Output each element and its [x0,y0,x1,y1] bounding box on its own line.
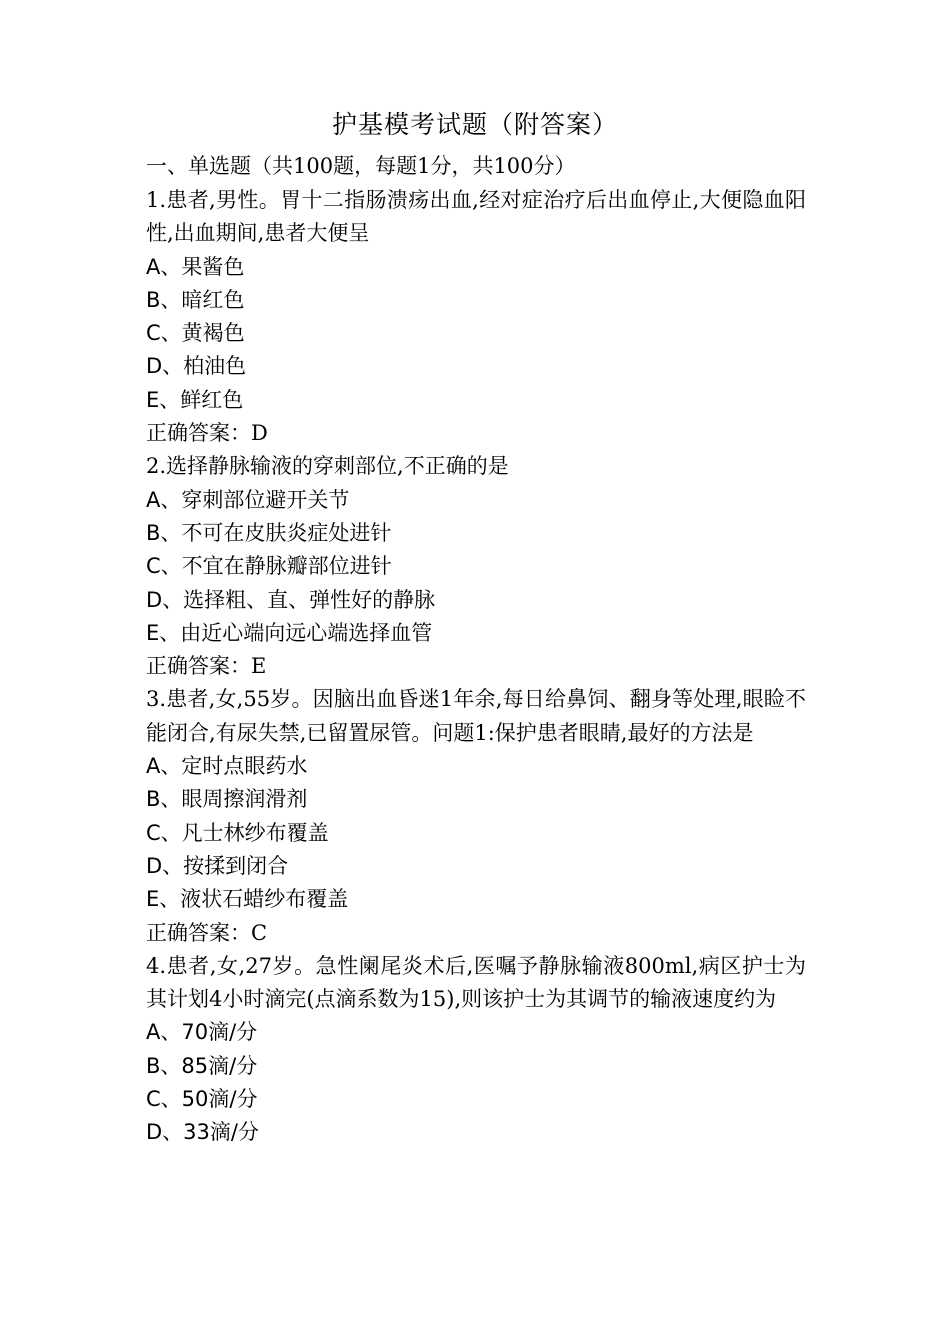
option-d: D、选择粗、直、弹性好的静脉 [146,587,436,612]
option-c: C、50滴/分 [146,1087,258,1112]
page-title: 护基模考试题（附答案） [331,110,618,139]
option-e: E、由近心端向远心端选择血管 [146,620,433,645]
option-d: D、柏油色 [146,354,247,379]
option-e: E、鲜红色 [146,387,244,412]
option-c: C、黄褐色 [146,321,245,346]
answer-line: 正确答案：D [146,421,268,446]
section-heading: 一、单选题（共100题，每题1分，共100分） [146,154,576,178]
option-b: B、不可在皮肤炎症处进针 [146,520,392,545]
option-b: B、暗红色 [146,287,245,312]
option-a: A、70滴/分 [146,1020,258,1045]
question-1 [146,184,806,450]
option-b: B、眼周擦润滑剂 [146,787,308,812]
question-list [146,184,806,1150]
question-text: 4.患者,女,27岁。急性阑尾炎术后,医嘱予静脉输液800ml,病区护士为其计划4小时滴完(点滴系数为15),则该护士为其调节的输液速度约为 [146,953,806,1012]
option-a: A、果酱色 [146,254,245,279]
question-text: 1.患者,男性。胃十二指肠溃疡出血,经对症治疗后出血停止,大便隐血阳性,出血期间,患者大便呈 [146,188,806,246]
option-a: A、定时点眼药水 [146,754,308,779]
question-text: 3.患者,女,55岁。因脑出血昏迷1年余,每日给鼻饲、翻身等处理,眼睑不能闭合,有尿失禁,已留置尿管。问题1:保护患者眼睛,最好的方法是 [146,687,806,745]
question-2 [146,450,806,683]
option-c: C、不宜在静脉瓣部位进针 [146,554,392,579]
option-e: E、液状石蜡纱布覆盖 [146,887,349,912]
option-a: A、穿刺部位避开关节 [146,487,350,512]
question-3 [146,683,806,949]
question-text: 2.选择静脉输液的穿刺部位,不正确的是 [146,454,509,479]
option-c: C、凡士林纱布覆盖 [146,820,329,845]
answer-line: 正确答案：C [146,920,268,945]
option-d: D、按揉到闭合 [146,853,289,878]
question-4 [146,950,806,1150]
option-d: D、33滴/分 [146,1120,259,1145]
answer-line: 正确答案：E [146,654,267,679]
option-b: B、85滴/分 [146,1053,258,1078]
